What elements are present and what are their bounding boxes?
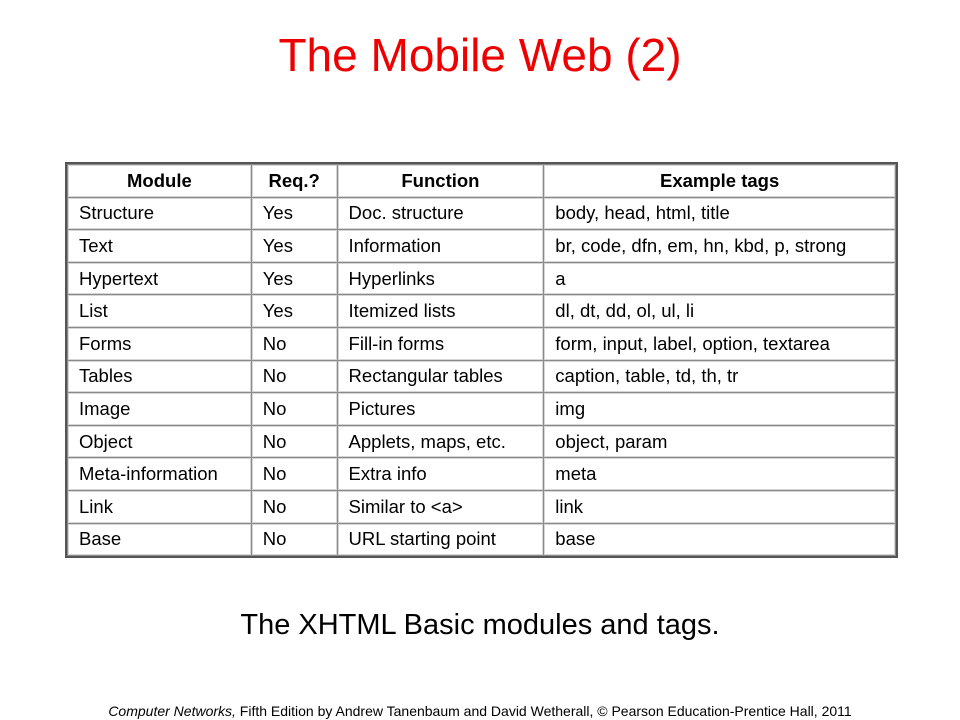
- cell-example-tags: img: [544, 393, 896, 426]
- cell-function: Itemized lists: [337, 295, 544, 328]
- cell-required: Yes: [251, 262, 337, 295]
- cell-module: Image: [68, 393, 252, 426]
- footer-book-title: Computer Networks,: [108, 703, 236, 719]
- cell-example-tags: dl, dt, dd, ol, ul, li: [544, 295, 896, 328]
- table-header-row: [68, 165, 896, 198]
- cell-module: Text: [68, 230, 252, 263]
- slide-title: The Mobile Web (2): [278, 29, 682, 81]
- cell-module: Hypertext: [68, 262, 252, 295]
- cell-example-tags: br, code, dfn, em, hn, kbd, p, strong: [544, 230, 896, 263]
- table-row: [68, 197, 896, 230]
- cell-required: No: [251, 360, 337, 393]
- modules-table-container: [67, 164, 896, 556]
- cell-required: Yes: [251, 230, 337, 263]
- cell-function: Information: [337, 230, 544, 263]
- table-row: [68, 360, 896, 393]
- cell-example-tags: base: [544, 523, 896, 556]
- header-function: Function: [337, 165, 544, 198]
- cell-module: Forms: [68, 327, 252, 360]
- cell-function: Similar to <a>: [337, 490, 544, 523]
- footer-citation: [0, 703, 960, 719]
- cell-required: No: [251, 327, 337, 360]
- cell-module: Structure: [68, 197, 252, 230]
- cell-module: List: [68, 295, 252, 328]
- table-row: [68, 458, 896, 491]
- cell-example-tags: caption, table, td, th, tr: [544, 360, 896, 393]
- cell-example-tags: link: [544, 490, 896, 523]
- cell-example-tags: form, input, label, option, textarea: [544, 327, 896, 360]
- cell-module: Base: [68, 523, 252, 556]
- cell-required: No: [251, 458, 337, 491]
- cell-example-tags: object, param: [544, 425, 896, 458]
- cell-function: Pictures: [337, 393, 544, 426]
- cell-function: Rectangular tables: [337, 360, 544, 393]
- table-caption: The XHTML Basic modules and tags.: [240, 609, 720, 641]
- cell-required: Yes: [251, 197, 337, 230]
- table-row: [68, 262, 896, 295]
- cell-required: No: [251, 393, 337, 426]
- cell-required: No: [251, 490, 337, 523]
- cell-module: Meta-information: [68, 458, 252, 491]
- cell-function: Fill-in forms: [337, 327, 544, 360]
- table-row: [68, 523, 896, 556]
- cell-function: Extra info: [337, 458, 544, 491]
- cell-example-tags: meta: [544, 458, 896, 491]
- cell-example-tags: body, head, html, title: [544, 197, 896, 230]
- table-row: [68, 490, 896, 523]
- cell-module: Object: [68, 425, 252, 458]
- header-required: Req.?: [251, 165, 337, 198]
- table-row: [68, 230, 896, 263]
- cell-function: Applets, maps, etc.: [337, 425, 544, 458]
- cell-function: Hyperlinks: [337, 262, 544, 295]
- table-row: [68, 393, 896, 426]
- cell-function: URL starting point: [337, 523, 544, 556]
- cell-module: Link: [68, 490, 252, 523]
- table-row: [68, 295, 896, 328]
- cell-module: Tables: [68, 360, 252, 393]
- cell-required: Yes: [251, 295, 337, 328]
- modules-table: [67, 164, 896, 556]
- table-row: [68, 327, 896, 360]
- header-module: Module: [68, 165, 252, 198]
- cell-required: No: [251, 425, 337, 458]
- footer-credits: Fifth Edition by Andrew Tanenbaum and David Wetherall, © Pearson Education-Prentice Hall, 2011: [235, 703, 852, 719]
- header-example-tags: Example tags: [544, 165, 896, 198]
- cell-example-tags: a: [544, 262, 896, 295]
- cell-required: No: [251, 523, 337, 556]
- cell-function: Doc. structure: [337, 197, 544, 230]
- table-row: [68, 425, 896, 458]
